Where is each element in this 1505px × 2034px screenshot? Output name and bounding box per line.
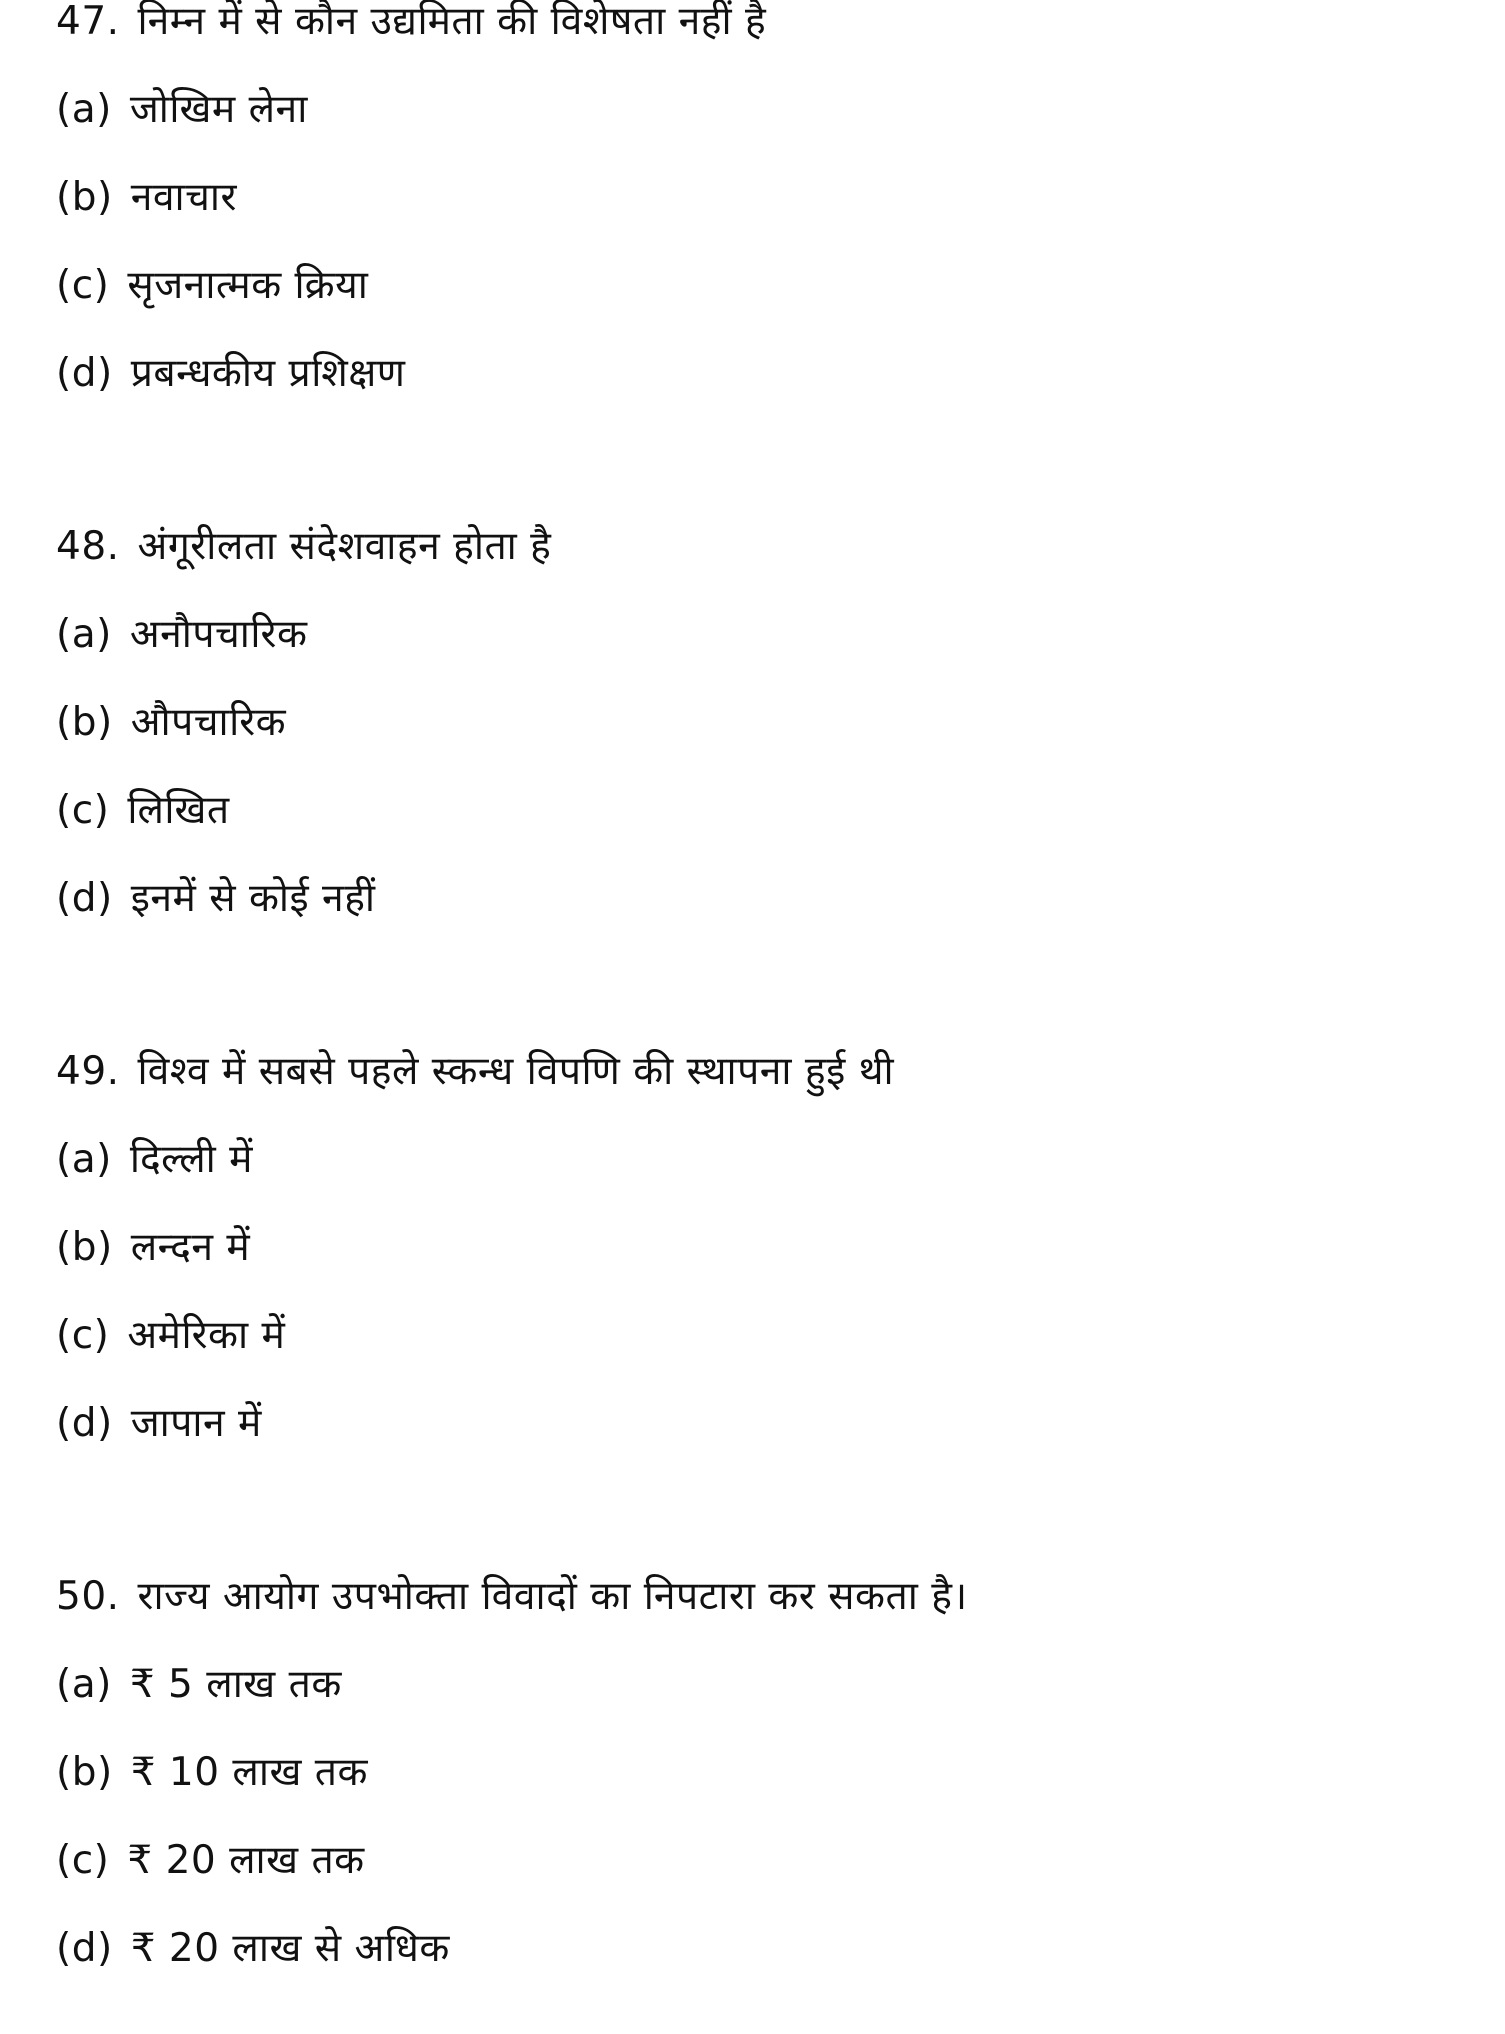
option-label: (d): [56, 1401, 113, 1446]
option-text: ₹ 20 लाख तक: [127, 1838, 365, 1883]
option-b: [56, 154, 1456, 242]
question-text: विश्व में सबसे पहले स्कन्ध विपणि की स्थापना हुई थी: [137, 1049, 895, 1094]
option-label: (c): [56, 1838, 110, 1883]
question-text: राज्य आयोग उपभोक्ता विवादों का निपटारा कर सकता है।: [137, 1574, 968, 1619]
option-label: (d): [56, 1926, 113, 1971]
option-label: (a): [56, 1137, 112, 1182]
question-49: [56, 1028, 1456, 1468]
option-label: (c): [56, 1313, 110, 1358]
option-text: ₹ 5 लाख तक: [129, 1662, 342, 1707]
option-b: [56, 679, 1456, 767]
option-label: (c): [56, 263, 110, 308]
question-number: 50.: [56, 1574, 120, 1619]
option-label: (b): [56, 1750, 113, 1795]
option-a: [56, 591, 1456, 679]
option-b: [56, 1204, 1456, 1292]
option-text: जोखिम लेना: [129, 87, 308, 132]
option-label: (a): [56, 612, 112, 657]
question-stem: [56, 1553, 1456, 1641]
question-text: अंगूरीलता संदेशवाहन होता है: [137, 524, 552, 569]
option-b: [56, 1729, 1456, 1817]
option-text: प्रबन्धकीय प्रशिक्षण: [130, 351, 406, 396]
option-a: [56, 1116, 1456, 1204]
option-text: सृजनात्मक क्रिया: [127, 263, 369, 308]
option-text: जापान में: [130, 1401, 262, 1446]
option-c: [56, 767, 1456, 855]
option-label: (b): [56, 1225, 113, 1270]
option-c: [56, 1817, 1456, 1905]
question-stem: [56, 0, 1456, 66]
option-label: (b): [56, 700, 113, 745]
option-text: अमेरिका में: [127, 1313, 286, 1358]
option-d: [56, 330, 1456, 418]
option-text: लिखित: [127, 788, 230, 833]
question-50: [56, 1553, 1456, 1993]
question-text: निम्न में से कौन उद्यमिता की विशेषता नहीं है: [137, 0, 767, 44]
question-number: 48.: [56, 524, 120, 569]
option-label: (d): [56, 351, 113, 396]
option-text: अनौपचारिक: [129, 612, 308, 657]
question-47: [56, 0, 1456, 418]
question-stem: [56, 1028, 1456, 1116]
option-c: [56, 242, 1456, 330]
option-a: [56, 66, 1456, 154]
option-text: औपचारिक: [130, 700, 287, 745]
option-label: (a): [56, 87, 112, 132]
option-text: ₹ 10 लाख तक: [130, 1750, 368, 1795]
option-text: नवाचार: [130, 175, 237, 220]
question-stem: [56, 503, 1456, 591]
option-text: लन्दन में: [130, 1225, 251, 1270]
option-label: (b): [56, 175, 113, 220]
question-48: [56, 503, 1456, 943]
option-a: [56, 1641, 1456, 1729]
option-c: [56, 1292, 1456, 1380]
option-label: (d): [56, 876, 113, 921]
option-text: दिल्ली में: [129, 1137, 254, 1182]
option-text: इनमें से कोई नहीं: [130, 876, 376, 921]
option-text: ₹ 20 लाख से अधिक: [130, 1926, 450, 1971]
option-label: (c): [56, 788, 110, 833]
question-number: 49.: [56, 1049, 120, 1094]
option-d: [56, 1905, 1456, 1993]
option-d: [56, 1380, 1456, 1468]
option-d: [56, 855, 1456, 943]
option-label: (a): [56, 1662, 112, 1707]
question-number: 47.: [56, 0, 120, 44]
